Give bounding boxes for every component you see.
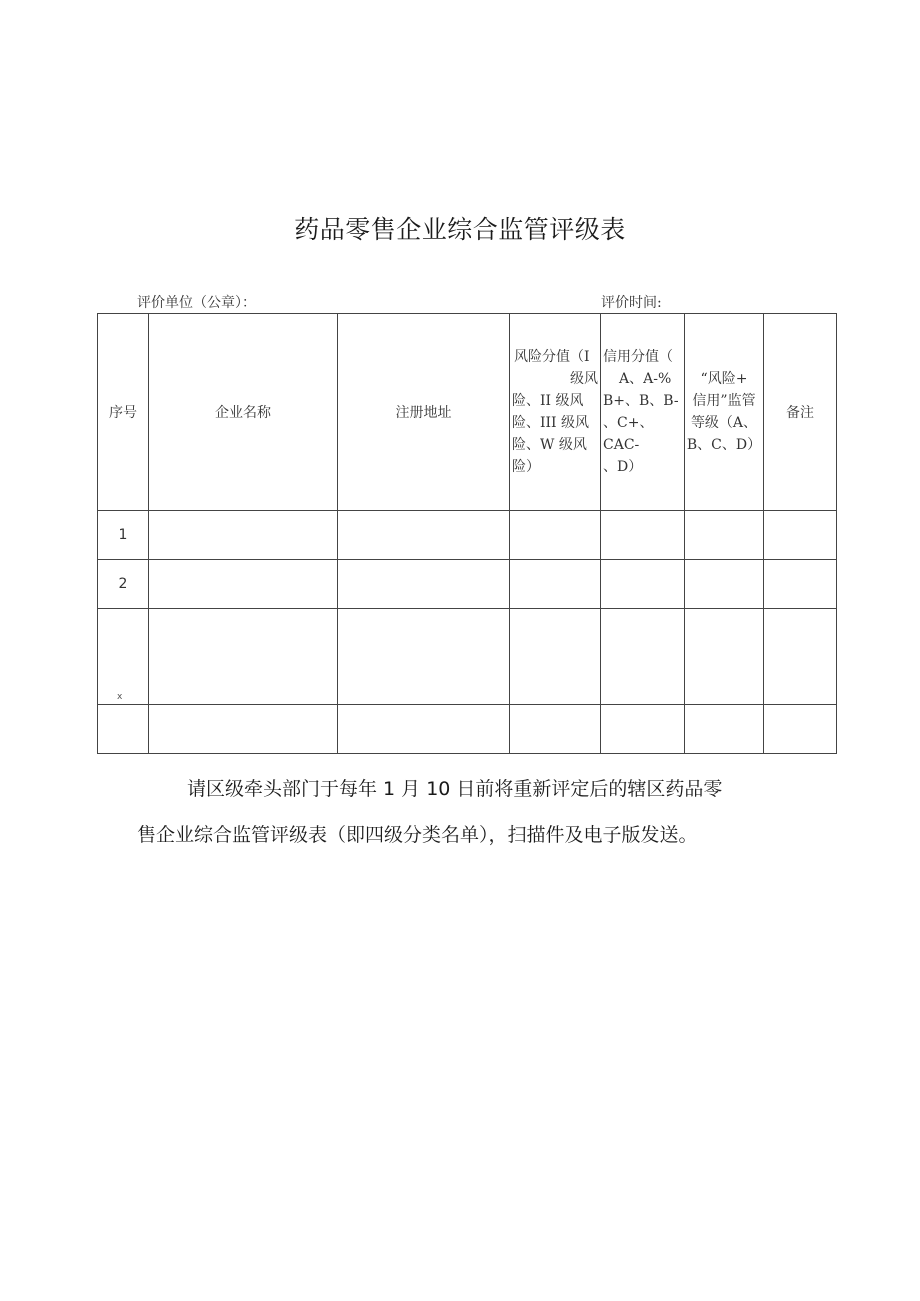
table-row (98, 511, 837, 560)
rating-table (97, 313, 837, 754)
header-row (98, 314, 837, 511)
cell-registered-address[interactable] (338, 705, 510, 754)
cell-credit-score[interactable] (601, 705, 685, 754)
cell-company-name[interactable] (149, 705, 338, 754)
header-seq: 序号 (98, 314, 149, 511)
cell-supervision-rating[interactable] (685, 560, 764, 609)
header-remarks: 备注 (764, 314, 837, 511)
row-seq: 2 (98, 560, 149, 609)
cell-risk-score[interactable] (510, 511, 601, 560)
cell-supervision-rating[interactable] (685, 609, 764, 705)
risk-score-line: 风险分值（I (514, 349, 590, 365)
credit-score-line: A、A-% (619, 371, 672, 387)
cell-remarks[interactable] (764, 609, 837, 705)
credit-score-line: 信用分值（ (603, 349, 673, 365)
note-line-1-text: 请区级牵头部门于每年 1 月 10 日前将重新评定后的辖区药品零 (187, 778, 723, 800)
evaluation-time-label: 评价时间: (601, 295, 662, 311)
cell-company-name[interactable] (149, 609, 338, 705)
cell-company-name[interactable] (149, 511, 338, 560)
cell-remarks[interactable] (764, 511, 837, 560)
header-supervision-rating (685, 314, 764, 511)
page-title: 药品零售企业综合监管评级表 (294, 215, 626, 244)
cell-registered-address[interactable] (338, 560, 510, 609)
table-row (98, 609, 837, 705)
rating-line: 等级（A、 (690, 415, 758, 431)
cell-supervision-rating[interactable] (685, 705, 764, 754)
credit-score-line: B+、B、B- (603, 393, 679, 409)
table-row (98, 705, 837, 754)
risk-score-line: 险、II 级风 (512, 393, 584, 409)
credit-score-line: 、D） (603, 459, 643, 475)
cell-remarks[interactable] (764, 560, 837, 609)
cell-risk-score[interactable] (510, 609, 601, 705)
risk-score-line: 级风 (570, 371, 598, 387)
cell-risk-score[interactable] (510, 705, 601, 754)
rating-line: B、C、D） (686, 437, 762, 453)
header-registered-address: 注册地址 (338, 314, 510, 511)
row-seq: 1 (98, 511, 149, 560)
cell-credit-score[interactable] (601, 609, 685, 705)
cell-supervision-rating[interactable] (685, 511, 764, 560)
cell-company-name[interactable] (149, 560, 338, 609)
header-credit-score (601, 314, 685, 511)
cell-credit-score[interactable] (601, 511, 685, 560)
note-line-2: 售企业综合监管评级表（即四级分类名单），扫描件及电子版发送。 (137, 824, 698, 846)
rating-line: 信用”监管 (692, 393, 756, 409)
header-company-name: 企业名称 (149, 314, 338, 511)
row-seq (98, 705, 149, 754)
rating-line: “风险+ (700, 371, 748, 387)
submission-note (137, 766, 842, 858)
header-risk-score (510, 314, 601, 511)
risk-score-line: 险） (512, 459, 540, 475)
credit-score-line: 、C+、CAC- (603, 415, 654, 453)
cell-credit-score[interactable] (601, 560, 685, 609)
risk-score-line: 险、III 级风 (512, 415, 590, 431)
cell-registered-address[interactable] (338, 609, 510, 705)
cell-risk-score[interactable] (510, 560, 601, 609)
note-line-1 (137, 766, 842, 812)
evaluation-unit-label: 评价单位（公章）： (137, 295, 256, 311)
stray-mark: x (117, 692, 123, 702)
cell-registered-address[interactable] (338, 511, 510, 560)
risk-score-line: 险、W 级风 (512, 437, 587, 453)
cell-remarks[interactable] (764, 705, 837, 754)
row-seq (98, 609, 149, 705)
table-row (98, 560, 837, 609)
